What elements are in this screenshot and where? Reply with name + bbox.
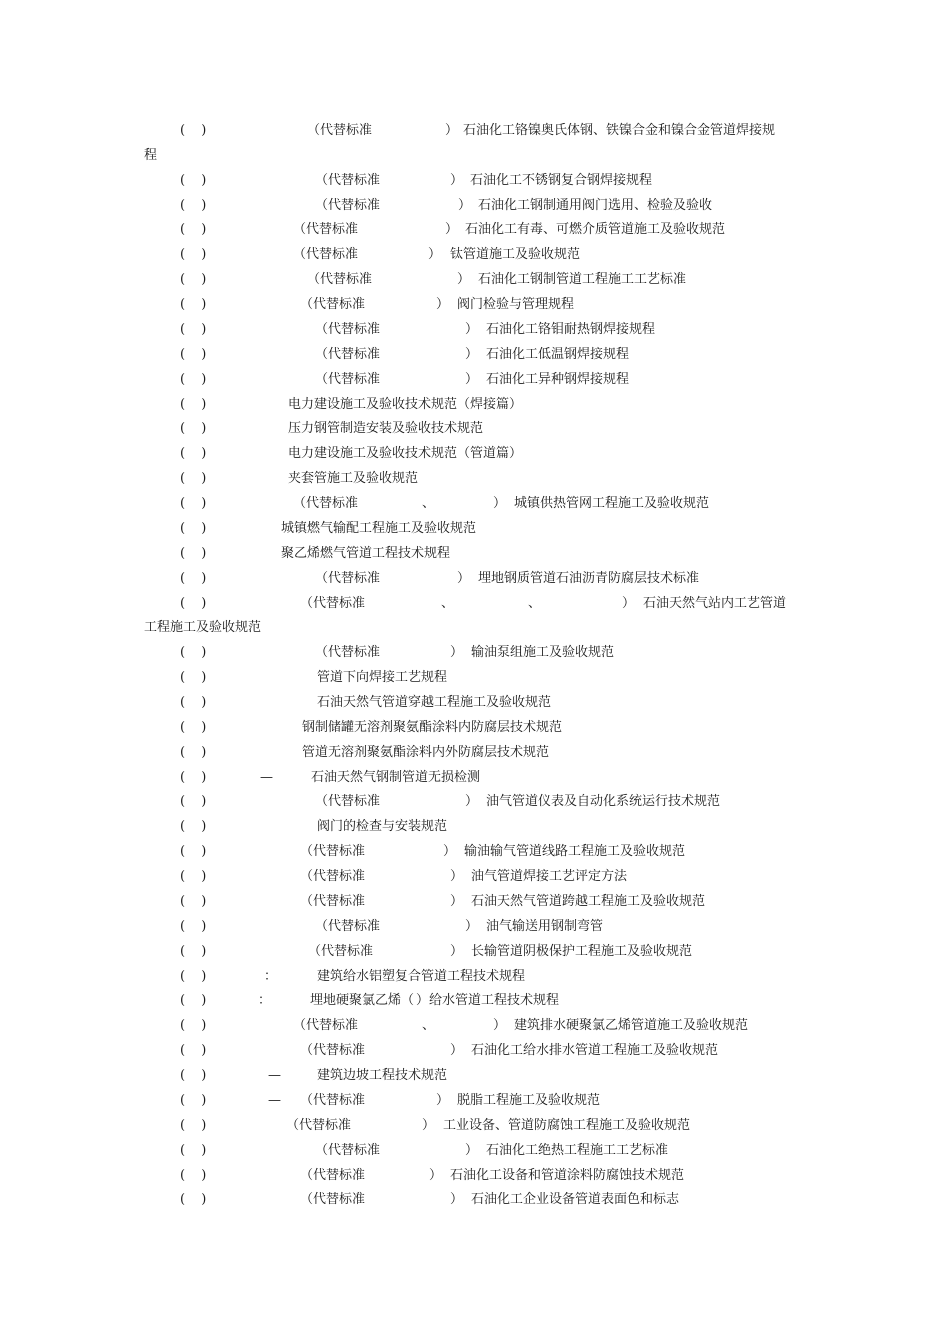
entry-number: ( ) bbox=[180, 496, 213, 512]
entry-text-segment: ） bbox=[458, 197, 472, 213]
entry-text-segment: （代替标准 bbox=[300, 1043, 366, 1059]
standard-entry-line bbox=[0, 543, 950, 565]
standard-entry-line bbox=[0, 195, 950, 217]
entry-text-segment: 聚乙烯燃气管道工程技术规程 bbox=[281, 545, 451, 561]
entry-text-segment: （代替标准 bbox=[300, 595, 366, 611]
entry-text-segment: ） bbox=[445, 222, 459, 238]
standard-entry-line bbox=[0, 667, 950, 689]
entry-number: ( ) bbox=[180, 968, 213, 984]
standard-entry-line bbox=[0, 1165, 950, 1187]
entry-text-segment: （代替标准 bbox=[315, 570, 381, 586]
standard-entry-line bbox=[0, 493, 950, 515]
entry-number: ( ) bbox=[180, 670, 213, 686]
entry-number: ( ) bbox=[180, 1192, 213, 1208]
entry-number: ( ) bbox=[180, 172, 213, 188]
entry-text-segment: （代替标准 bbox=[315, 645, 381, 661]
entry-number: ( ) bbox=[180, 297, 213, 313]
entry-text-segment: 夹套管施工及验收规范 bbox=[288, 471, 419, 487]
entry-text-segment: ） bbox=[450, 1043, 464, 1059]
entry-text-segment: （代替标准 bbox=[293, 496, 359, 512]
entry-text-segment: 石油化工不锈钢复合钢焊接规程 bbox=[470, 172, 653, 188]
entry-text-segment: ） bbox=[450, 943, 464, 959]
entry-text-segment: 城镇供热管网工程施工及验收规范 bbox=[514, 496, 710, 512]
standard-entry-line bbox=[0, 916, 950, 938]
entry-text-segment: 、 bbox=[441, 595, 455, 611]
entry-text-segment: （代替标准 bbox=[307, 123, 373, 138]
standard-entry-line bbox=[0, 717, 950, 739]
entry-text-segment: ） bbox=[436, 297, 450, 313]
entry-number: ( ) bbox=[180, 1092, 213, 1108]
standard-entry-line bbox=[0, 294, 950, 316]
entry-text-segment: （代替标准 bbox=[315, 197, 381, 213]
continuation-text: 程 bbox=[144, 147, 158, 163]
entry-text-segment: ） bbox=[465, 918, 479, 934]
entry-text-segment: 油气管道焊接工艺评定方法 bbox=[471, 869, 628, 885]
standard-entry-line bbox=[0, 394, 950, 416]
standard-entry-line bbox=[0, 219, 950, 241]
entry-text-segment: 输油输气管道线路工程施工及验收规范 bbox=[464, 844, 686, 860]
entry-text-segment: （代替标准 bbox=[315, 321, 381, 337]
standard-entry-line bbox=[0, 1189, 950, 1211]
entry-number: ( ) bbox=[180, 993, 213, 1009]
entry-number: ( ) bbox=[180, 869, 213, 885]
entry-number: ( ) bbox=[180, 1117, 213, 1133]
entry-number: ( ) bbox=[180, 421, 213, 437]
entry-text-segment: — bbox=[268, 1092, 281, 1108]
entry-text-segment: 管道无溶剂聚氨酯涂料内外防腐层技术规范 bbox=[302, 744, 550, 760]
entry-number: ( ) bbox=[180, 1142, 213, 1158]
entry-text-segment: （代替标准 bbox=[300, 1092, 366, 1108]
standard-entry-line bbox=[0, 344, 950, 366]
entry-text-segment: 城镇燃气输配工程施工及验收规范 bbox=[281, 520, 477, 536]
standard-entry-line bbox=[0, 120, 950, 142]
entry-text-segment: 阀门的检查与安装规范 bbox=[317, 819, 448, 835]
standard-entry-line bbox=[0, 891, 950, 913]
entry-text-segment: 石油化工异种钢焊接规程 bbox=[486, 371, 630, 387]
entry-text-segment: 长输管道阴极保护工程施工及验收规范 bbox=[471, 943, 693, 959]
entry-text-segment: ） bbox=[428, 247, 442, 263]
entry-number: ( ) bbox=[180, 769, 213, 785]
entry-number: ( ) bbox=[180, 844, 213, 860]
entry-text-segment: 石油化工钢制管道工程施工工艺标准 bbox=[478, 272, 687, 288]
entry-number: ( ) bbox=[180, 396, 213, 412]
entry-text-segment: 钢制储罐无溶剂聚氨酯涂料内防腐层技术规范 bbox=[302, 719, 563, 735]
standard-entry-line bbox=[0, 791, 950, 813]
entry-text-segment: （代替标准 bbox=[315, 371, 381, 387]
entry-text-segment: ） bbox=[465, 371, 479, 387]
entry-text-segment: 油气管道仪表及自动化系统运行技术规范 bbox=[486, 794, 721, 810]
entry-text-segment: ） bbox=[465, 321, 479, 337]
standard-entry-line bbox=[0, 1115, 950, 1137]
entry-number: ( ) bbox=[180, 595, 213, 611]
entry-text-segment: 电力建设施工及验收技术规范（管道篇） bbox=[288, 446, 523, 462]
standard-entry-line bbox=[0, 941, 950, 963]
entry-text-segment: 石油化工设备和管道涂料防腐蚀技术规范 bbox=[450, 1167, 685, 1183]
entry-text-segment: ） bbox=[450, 172, 464, 188]
entry-text-segment: （代替标准 bbox=[315, 794, 381, 810]
entry-text-segment: 、 bbox=[528, 595, 542, 611]
entry-number: ( ) bbox=[180, 446, 213, 462]
entry-text-segment: 石油天然气钢制管道无损检测 bbox=[311, 769, 481, 785]
entry-text-segment: 石油化工铬钼耐热钢焊接规程 bbox=[486, 321, 656, 337]
entry-text-segment: 电力建设施工及验收技术规范（焊接篇） bbox=[288, 396, 523, 412]
entry-text-segment: （代替标准 bbox=[300, 869, 366, 885]
entry-text-segment: ） bbox=[450, 1192, 464, 1208]
entry-number: ( ) bbox=[180, 570, 213, 586]
standard-entry-line bbox=[0, 518, 950, 540]
standard-entry-line bbox=[0, 816, 950, 838]
entry-number: ( ) bbox=[180, 545, 213, 561]
entry-number: ( ) bbox=[180, 1167, 213, 1183]
standard-entry-line bbox=[0, 990, 950, 1012]
entry-text-segment: 石油天然气管道穿越工程施工及验收规范 bbox=[317, 695, 552, 710]
standard-entry-line bbox=[0, 617, 950, 639]
entry-text-segment: 埋地硬聚氯乙烯（ bbox=[310, 993, 415, 1009]
entry-number: ( ) bbox=[180, 197, 213, 213]
entry-text-segment: （代替标准 bbox=[300, 297, 366, 313]
entry-text-segment: ） bbox=[622, 595, 636, 611]
entry-number: ( ) bbox=[180, 819, 213, 835]
entry-text-segment: ） bbox=[457, 570, 471, 586]
entry-text-segment: 石油化工有毒、可燃介质管道施工及验收规范 bbox=[465, 222, 726, 238]
entry-text-segment: （代替标准 bbox=[315, 172, 381, 188]
standard-entry-line bbox=[0, 1090, 950, 1112]
standard-entry-line bbox=[0, 767, 950, 789]
entry-text-segment: 脱脂工程施工及验收规范 bbox=[457, 1092, 601, 1108]
standard-entry-line bbox=[0, 593, 950, 615]
entry-text-segment: 输油泵组施工及验收规范 bbox=[471, 645, 615, 661]
entry-text-segment: ） bbox=[450, 893, 464, 909]
entry-number: ( ) bbox=[180, 222, 213, 238]
entry-text-segment: （代替标准 bbox=[286, 1117, 352, 1133]
entry-text-segment: ） bbox=[445, 123, 459, 138]
standard-entry-line bbox=[0, 642, 950, 664]
entry-text-segment: ） bbox=[465, 1142, 479, 1158]
standard-entry-line bbox=[0, 145, 950, 167]
standard-entry-line bbox=[0, 468, 950, 490]
continuation-text: 工程施工及验收规范 bbox=[144, 620, 262, 636]
entry-number: ( ) bbox=[180, 272, 213, 288]
entry-text-segment: 石油天然气站内工艺管道 bbox=[643, 595, 787, 611]
standard-entry-line bbox=[0, 1040, 950, 1062]
entry-text-segment: 压力钢管制造安装及验收技术规范 bbox=[288, 421, 484, 437]
entry-text-segment: 钛管道施工及验收规范 bbox=[450, 247, 581, 263]
entry-text-segment: ） bbox=[465, 346, 479, 362]
entry-text-segment: （代替标准 bbox=[308, 943, 374, 959]
entry-text-segment: ） bbox=[450, 869, 464, 885]
standard-entry-line bbox=[0, 1140, 950, 1162]
entry-number: ( ) bbox=[180, 123, 213, 138]
entry-text-segment: ） bbox=[422, 1117, 436, 1133]
entry-text-segment: 油气输送用钢制弯管 bbox=[486, 918, 604, 934]
entry-text-segment: ） bbox=[429, 1167, 443, 1183]
entry-number: ( ) bbox=[180, 371, 213, 387]
standard-entry-line bbox=[0, 866, 950, 888]
entry-text-segment: ） bbox=[465, 794, 479, 810]
entry-number: ( ) bbox=[180, 744, 213, 760]
entry-text-segment: ： bbox=[258, 993, 272, 1009]
standard-entry-line bbox=[0, 443, 950, 465]
entry-text-segment: 石油化工绝热工程施工工艺标准 bbox=[486, 1142, 669, 1158]
standard-entry-line bbox=[0, 1015, 950, 1037]
entry-text-segment: ： bbox=[264, 968, 278, 984]
entry-number: ( ) bbox=[180, 321, 213, 337]
standard-entry-line bbox=[0, 418, 950, 440]
entry-number: ( ) bbox=[180, 794, 213, 810]
entry-text-segment: （代替标准 bbox=[315, 346, 381, 362]
entry-text-segment: 建筑排水硬聚氯乙烯管道施工及验收规范 bbox=[514, 1018, 749, 1034]
entry-text-segment: 管道下向焊接工艺规程 bbox=[317, 670, 448, 686]
standard-entry-line bbox=[0, 841, 950, 863]
entry-number: ( ) bbox=[180, 943, 213, 959]
entry-text-segment: ） bbox=[457, 272, 471, 288]
standard-entry-line bbox=[0, 1065, 950, 1087]
entry-text-segment: 石油化工企业设备管道表面色和标志 bbox=[471, 1192, 680, 1208]
entry-text-segment: 工业设备、管道防腐蚀工程施工及验收规范 bbox=[443, 1117, 691, 1133]
entry-text-segment: （代替标准 bbox=[300, 893, 366, 909]
entry-number: ( ) bbox=[180, 695, 213, 710]
entry-text-segment: 阀门检验与管理规程 bbox=[457, 297, 575, 313]
entry-text-segment: ） bbox=[450, 645, 464, 661]
entry-number: ( ) bbox=[180, 247, 213, 263]
entry-number: ( ) bbox=[180, 346, 213, 362]
entry-text-segment: 、 bbox=[422, 496, 436, 512]
entry-number: ( ) bbox=[180, 520, 213, 536]
entry-text-segment: 石油化工钢制通用阀门选用、检验及验收 bbox=[478, 197, 713, 213]
entry-text-segment: — bbox=[268, 1068, 281, 1084]
entry-text-segment: （代替标准 bbox=[315, 1142, 381, 1158]
entry-text-segment: 石油化工给水排水管道工程施工及验收规范 bbox=[471, 1043, 719, 1059]
entry-text-segment: 石油天然气管道跨越工程施工及验收规范 bbox=[471, 893, 706, 909]
standard-entry-line bbox=[0, 966, 950, 988]
entry-text-segment: （代替标准 bbox=[307, 272, 373, 288]
entry-text-segment: 石油化工铬镍奥氏体钢、铁镍合金和镍合金管道焊接规 bbox=[463, 123, 776, 138]
standard-entry-line bbox=[0, 170, 950, 192]
entry-text-segment: （代替标准 bbox=[293, 222, 359, 238]
entry-text-segment: ） bbox=[443, 844, 457, 860]
entry-text-segment: （代替标准 bbox=[300, 844, 366, 860]
entry-text-segment: （代替标准 bbox=[300, 1167, 366, 1183]
entry-text-segment: （代替标准 bbox=[293, 1018, 359, 1034]
standard-entry-line bbox=[0, 742, 950, 764]
standard-entry-line bbox=[0, 692, 950, 714]
entry-number: ( ) bbox=[180, 645, 213, 661]
standard-entry-line bbox=[0, 269, 950, 291]
entry-text-segment: 建筑边坡工程技术规范 bbox=[317, 1068, 448, 1084]
entry-text-segment: ） bbox=[436, 1092, 450, 1108]
standard-entry-line bbox=[0, 568, 950, 590]
standard-entry-line bbox=[0, 244, 950, 266]
entry-text-segment: ） bbox=[493, 496, 507, 512]
entry-text-segment: ）给水管道工程技术规程 bbox=[416, 993, 560, 1009]
entry-text-segment: 石油化工低温钢焊接规程 bbox=[486, 346, 630, 362]
entry-text-segment: （代替标准 bbox=[300, 1192, 366, 1208]
entry-text-segment: ） bbox=[493, 1018, 507, 1034]
entry-text-segment: 建筑给水铝塑复合管道工程技术规程 bbox=[317, 968, 526, 984]
entry-number: ( ) bbox=[180, 893, 213, 909]
entry-text-segment: （代替标准 bbox=[293, 247, 359, 263]
entry-number: ( ) bbox=[180, 1068, 213, 1084]
entry-number: ( ) bbox=[180, 719, 213, 735]
standard-entry-line bbox=[0, 319, 950, 341]
entry-text-segment: — bbox=[260, 769, 273, 785]
entry-number: ( ) bbox=[180, 471, 213, 487]
entry-text-segment: 埋地钢质管道石油沥青防腐层技术标准 bbox=[478, 570, 700, 586]
entry-text-segment: 、 bbox=[422, 1018, 436, 1034]
entry-number: ( ) bbox=[180, 918, 213, 934]
standard-entry-line bbox=[0, 369, 950, 391]
entry-number: ( ) bbox=[180, 1018, 213, 1034]
entry-text-segment: （代替标准 bbox=[315, 918, 381, 934]
entry-number: ( ) bbox=[180, 1043, 213, 1059]
